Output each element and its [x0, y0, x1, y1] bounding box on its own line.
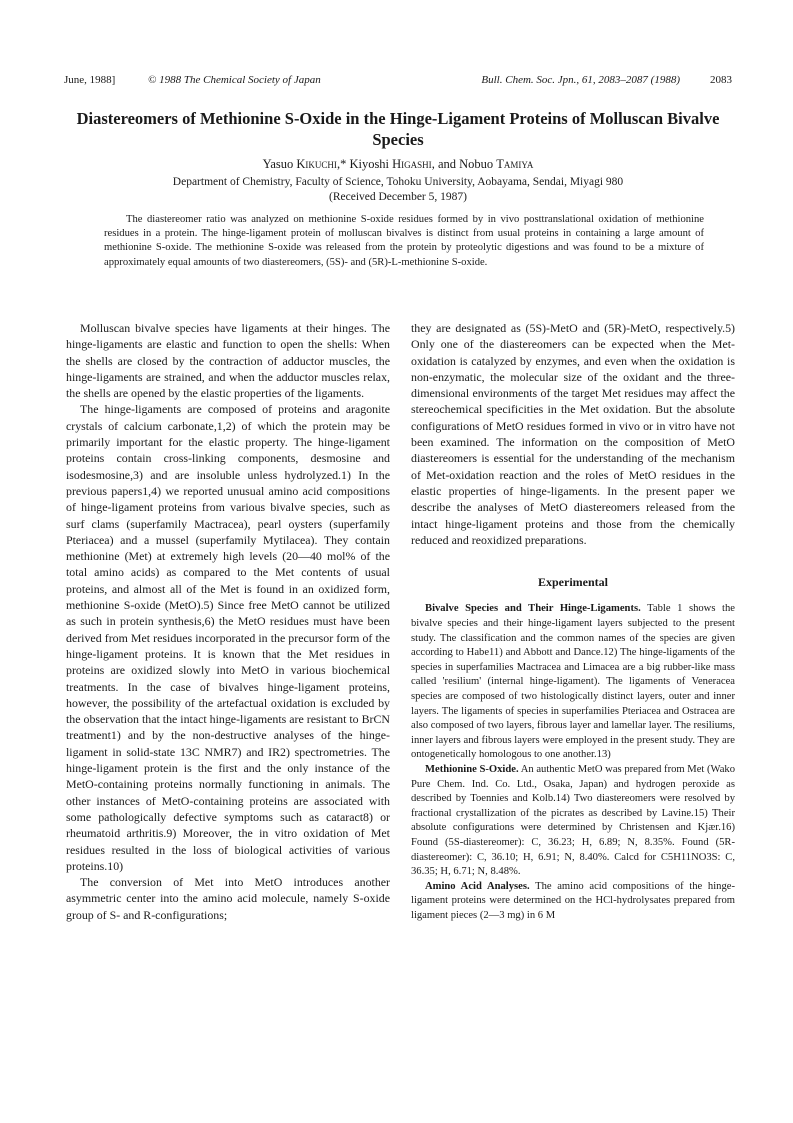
corresponding-mark: ,* [336, 157, 347, 171]
affiliation: Department of Chemistry, Faculty of Science, Tohoku University, Aobayama, Sendai, Miyagi 980 [172, 176, 624, 188]
author-1-given: Yasuo [262, 157, 294, 171]
intro-paragraph-2: The hinge-ligaments are composed of proteins and aragonite crystals of calcium carbonate,1,2) of which the protein may be primarily important for the elastic property. The hinge-ligament proteins contain cross-linking components, desmosine and isodesmosine,3) and are insoluble unless hydrolyzed.1) In the previous papers1,4) we reported unusual amino acid compositions of hinge-ligament proteins from various bivalve species, such as surf clams (superfamily Mactracea), pearl oysters (superfamily Pteriacea) and a mussel (superfamily Mytilacea). They contain methionine (Met) at extremely high levels (20—40 mol% of the total amino acids) as compared to the Met contents of usual proteins, and almost all of the Met is found in an oxidized form, methionine S-oxide (MetO).5) Since free MetO cannot be utilized as such in protein synthesis,6) the MetO residues must have been derived from Met residues incorporated in the precursor form of the hinge-ligament proteins. It is known that the Met residues in proteins are oxidized slowly into MetO in various biochemical treatments. In the case of bivalves hinge-ligament proteins, however, the possibility of the artefactual oxidation is excluded by the observation that the intact hinge-ligaments are resistant to BrCN treatment1) and by the non-destructive analyses of the hinge-ligament in solid-state 13C NMR7) and IR2) spectrometries. The hinge-ligament protein is the first and the only instance of the MetO-containing proteins normally functioning in animals. The other instances of MetO-containing proteins are associated with some pathologically defective symptoms such as cataract8) or rheumatoid arthritis.9) Moreover, the in vitro oxidation of Met residues resulted in the loss of biological activities of various proteins.10) [66, 402, 390, 873]
author-joiner: , and [431, 157, 456, 171]
author-3-given: Nobuo [459, 157, 494, 171]
paragraph-text-amino: The amino acid compositions of the hinge-ligament proteins were determined on the HCl-hydrolysates prepared from ligament pieces (2—3 mg) in 6 M [411, 880, 735, 921]
paragraph-text-species: Table 1 shows the bivalve species and their hinge-ligament layers subjected to the present study. The classification and the common names of the species are given according to Habe11) and Abbott and Dance.12) The hinge-ligaments of the species in superfamilies Mactracea and Limacea are a big rubber-like mass called 'resilium' (internal hinge-ligament). The ligaments of Veneracea species are composed of two histologically distinct layers, outer and inner layers. The ligaments of species in superfamilies Pteriacea and Ostracea are also composed of two layers, fibrous layer and lamellar layer. The resiliums, inner layers and fibrous layers were employed in the present study. They are ontogenetically homologous to one another.13) [411, 603, 735, 761]
left-column [66, 320, 390, 923]
experimental-paragraph-amino [411, 880, 735, 924]
author-3-family: Tamiya [496, 157, 534, 171]
intro-paragraph-1: Molluscan bivalve species have ligaments at their hinges. The hinge-ligaments are elastic and function to open the shells: When the shells are closed by the contraction of adductor muscles, the hinge-ligaments are strained, and when the adductor muscles relax, the shells are opened by the elastic properties of the ligaments. [66, 321, 390, 401]
abstract: The diastereomer ratio was analyzed on methionine S-oxide residues formed by in vivo posttranslational oxidation of methionine residues in a protein. The hinge-ligament protein of molluscan bivalves is distinct from usual proteins in containing a large amount of methionine S-oxide. The methionine S-oxide was released from the protein by proteolytic digestions and was found to be a mixture of approximately equal amounts of two diastereomers, (5S)- and (5R)-L-methionine S-oxide. [104, 214, 704, 268]
runin-heading-meto: Methionine S-Oxide. [425, 763, 519, 775]
running-header [64, 72, 732, 88]
issue-date: June, 1988] [64, 74, 116, 86]
paragraph-text-meto: An authentic MetO was prepared from Met (Wako Pure Chem. Ind. Co. Ltd., Osaka, Japan) and hydrogen peroxide as described by Toennies and Kolb.14) Two diastereomers were resolved by fractional crystallization of the picrates as described by Lavine.15) Their absolute configurations were determined by Christensen and Kjær.16) Found (5S-diastereomer): C, 36.23; H, 6.89; N, 8.35%. Found (5R-diastereomer): C, 36.10; H, 6.91; N, 8.40%. Calcd for C5H11NO3S: C, 36.35; H, 6.71; N, 8.48%. [411, 763, 735, 878]
article-title: Diastereomers of Methionine S-Oxide in the Hinge-Ligament Proteins of Molluscan Bivalve Species [76, 109, 720, 149]
copyright-notice: © 1988 The Chemical Society of Japan [148, 74, 321, 86]
author-list [64, 156, 732, 172]
right-column [411, 320, 735, 924]
author-2-given: Kiyoshi [349, 157, 390, 171]
author-2-family: Higashi [392, 157, 432, 171]
experimental-paragraph-species [411, 602, 735, 763]
section-heading-experimental: Experimental [538, 575, 608, 590]
journal-citation: Bull. Chem. Soc. Jpn., 61, 2083–2087 (1988) [481, 74, 680, 86]
author-1-family: Kikuchi [296, 157, 337, 171]
intro-paragraph-4: they are designated as (5S)-MetO and (5R)-MetO, respectively.5) Only one of the diastereomers can be expected when the Met-oxidation is catalyzed by enzymes, and even when the oxidation is non-enzymatic, the molecular size of the oxidant and the three-dimensional environments of the target Met residues may affect the stereochemical specificities in the Met oxidation. But the absolute configurations of MetO residues formed in vivo or in vitro have not been examined. The information on the composition of MetO diastereomers is essential for the understanding of the mechanism of Met-oxidation reaction and the roles of MetO residues in the elastic properties of hinge-ligaments. In the present paper we describe the analyses of MetO diastereomers released from the intact hinge-ligament proteins and those from the chemically reduced and reoxidized preparations. [411, 321, 735, 547]
runin-heading-species: Bivalve Species and Their Hinge-Ligaments. [425, 603, 641, 615]
experimental-paragraph-meto [411, 763, 735, 880]
intro-paragraph-3: The conversion of Met into MetO introduces another asymmetric center into the amino acid molecule, namely S-oxide group of S- and R-configurations; [66, 875, 390, 922]
experimental-section [411, 602, 735, 923]
runin-heading-amino: Amino Acid Analyses. [425, 880, 530, 892]
page-number: 2083 [710, 74, 732, 86]
received-date: (Received December 5, 1987) [329, 191, 467, 203]
